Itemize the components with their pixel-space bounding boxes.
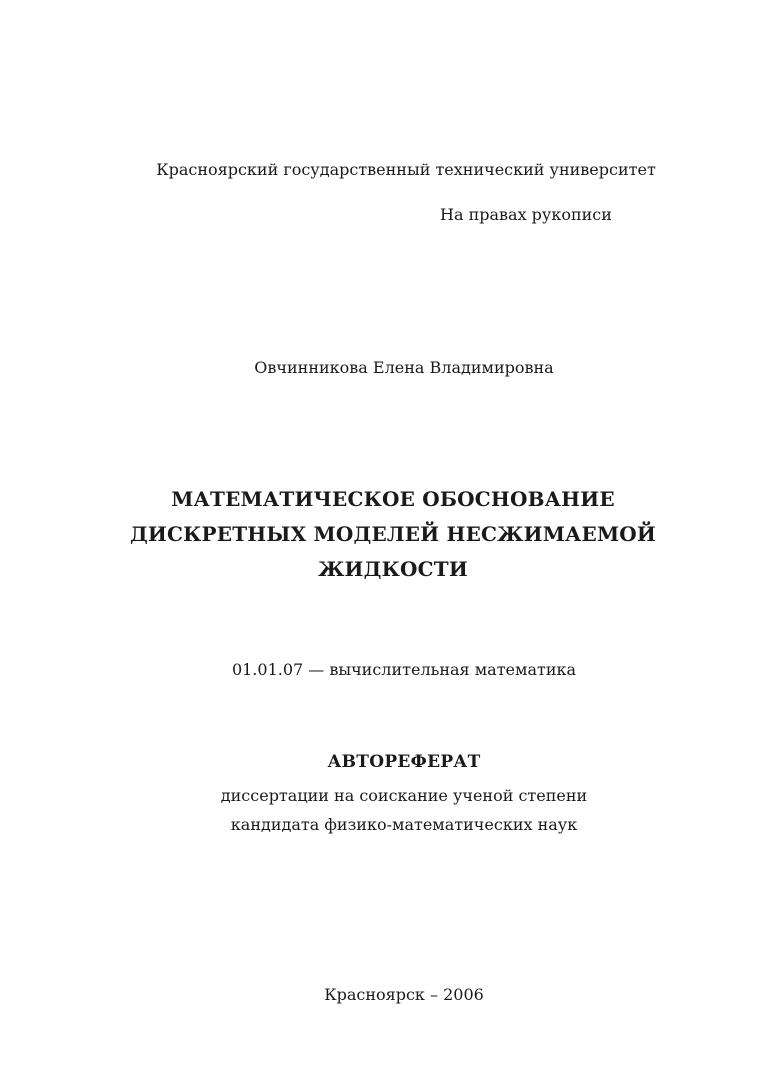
university-name: Красноярский государственный технический университет	[156, 160, 656, 179]
manuscript-note: На правах рукописи	[440, 205, 612, 224]
title-line-1: МАТЕМАТИЧЕСКОЕ ОБОСНОВАНИЕ	[171, 487, 615, 511]
title-line-2: ДИСКРЕТНЫХ МОДЕЛЕЙ НЕСЖИМАЕМОЙ	[129, 522, 657, 546]
abstract-subtitle-line-1: диссертации на соискание ученой степени	[220, 786, 588, 805]
place-and-year: Красноярск – 2006	[324, 985, 484, 1004]
abstract-heading: АВТОРЕФЕРАТ	[327, 752, 481, 772]
specialty-code: 01.01.07 — вычислительная математика	[231, 660, 577, 679]
title-line-3: ЖИДКОСТИ	[318, 557, 468, 581]
abstract-subtitle-line-2: кандидата физико-математических наук	[230, 815, 578, 834]
dissertation-title	[0, 482, 764, 587]
author-name: Овчинникова Елена Владимировна	[254, 358, 554, 377]
